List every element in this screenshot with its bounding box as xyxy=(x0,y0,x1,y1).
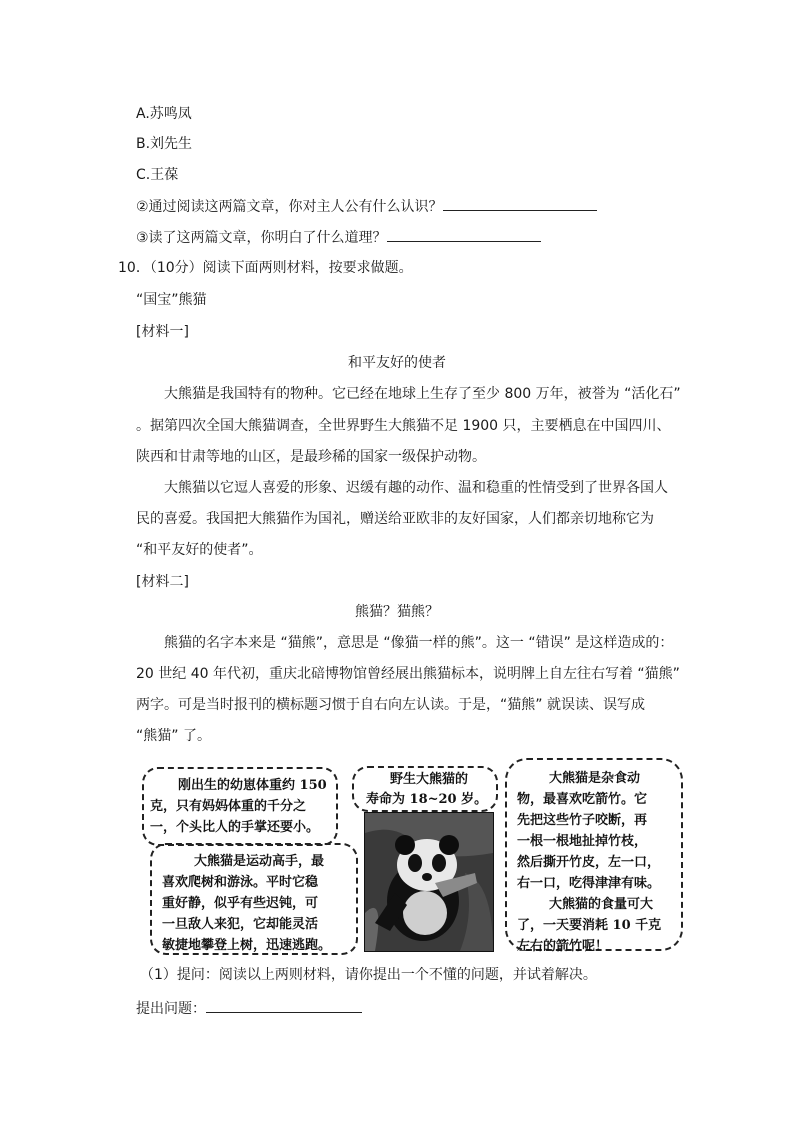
sub-question-1: （1）提问：阅读以上两则材料，请你提出一个不懂的问题，并试着解决。 xyxy=(140,967,597,983)
bubble-newborn xyxy=(142,767,338,846)
bubble-text: 敏捷地攀登上树，迅速逃跑。 xyxy=(162,938,332,953)
question-10: 10．（10分）阅读下面两则材料，按要求做题。 xyxy=(118,260,413,276)
bubble-text: 然后撕开竹皮，左一口， xyxy=(517,855,661,870)
material-1-text: 大熊猫以它逗人喜爱的形象、迟缓有趣的动作、温和稳重的性情受到了世界各国人 xyxy=(164,480,668,496)
bubble-text: 寿命为 18~20 岁。 xyxy=(366,792,488,807)
bubble-text: 一旦敌人来犯，它却能灵活 xyxy=(162,917,319,932)
material-2-text: 熊猫的名字本来是 “猫熊”，意思是 “像猫一样的熊”。这一 “错误” 是这样造成的： xyxy=(164,635,674,651)
option-c: C.王葆 xyxy=(136,167,179,183)
panda-image xyxy=(365,813,493,951)
bubble-lifespan xyxy=(352,766,498,812)
ask-question-blank[interactable] xyxy=(206,998,362,1013)
question-2-text: ②通过阅读这两篇文章，你对主人公有什么认识？ xyxy=(136,199,443,215)
option-b: B.刘先生 xyxy=(136,136,193,152)
bubble-text: 先把这些竹子咬断，再 xyxy=(517,813,648,828)
answer-blank-2[interactable] xyxy=(443,196,597,211)
material-2-text: “熊猫” 了。 xyxy=(136,728,211,744)
bubble-text: 喜欢爬树和游泳。平时它稳 xyxy=(162,875,319,890)
material-1-text: 大熊猫是我国特有的物种。它已经在地球上生存了至少 800 万年，被誉为 “活化石” xyxy=(164,386,681,402)
material-1-title: 和平友好的使者 xyxy=(348,355,446,371)
topic-title: “国宝”熊猫 xyxy=(136,292,207,308)
material-2-title: 熊猫？猫熊？ xyxy=(355,604,439,620)
bubble-text: 刚出生的幼崽体重约 150 xyxy=(178,778,327,793)
question-3-text: ③读了这两篇文章，你明白了什么道理？ xyxy=(136,230,387,246)
bubble-text: 右一口，吃得津津有味。 xyxy=(517,876,661,891)
panda-photo xyxy=(364,812,494,952)
bubble-text: 物，最喜欢吃箭竹。它 xyxy=(517,792,648,807)
bubble-text: 大熊猫是杂食动 xyxy=(549,771,641,786)
material-2-label: [材料二] xyxy=(136,574,189,590)
bubble-sports xyxy=(150,843,358,955)
bubble-diet xyxy=(505,758,683,954)
material-2-text: 两字。可是当时报刊的横标题习惯于自右向左认读。于是，“猫熊” 就误读、误写成 xyxy=(136,697,645,713)
ask-question-label: 提出问题： xyxy=(136,1001,206,1017)
bubble-text: 大熊猫是运动高手，最 xyxy=(194,854,325,869)
bubble-text: 大熊猫的食量可大 xyxy=(549,897,654,912)
bubble-text: 一，个头比人的手掌还要小。 xyxy=(150,820,320,835)
bubble-text: 重好静，似乎有些迟钝，可 xyxy=(162,896,319,911)
bubble-text: 野生大熊猫的 xyxy=(390,772,469,787)
material-1-text: 陕西和甘肃等地的山区，是最珍稀的国家一级保护动物。 xyxy=(136,449,486,465)
material-1-text: 。据第四次全国大熊猫调查，全世界野生大熊猫不足 1900 只，主要栖息在中国四川、 xyxy=(136,418,671,434)
question-2 xyxy=(136,196,597,217)
material-1-label: [材料一] xyxy=(136,324,189,340)
answer-blank-3[interactable] xyxy=(387,227,541,242)
material-1-text: 民的喜爱。我国把大熊猫作为国礼，赠送给亚欧非的友好国家，人们都亲切地称它为 xyxy=(136,511,654,527)
option-a: A.苏鸣凤 xyxy=(136,106,192,122)
material-2-text: 20 世纪 40 年代初，重庆北碚博物馆曾经展出熊猫标本，说明牌上自左往右写着 “猫熊” xyxy=(136,666,680,682)
bubble-text: 左右的箭竹呢！ xyxy=(517,939,609,954)
bubble-text: 了，一天要消耗 10 千克 xyxy=(517,918,662,933)
material-1-text: “和平友好的使者”。 xyxy=(136,542,263,558)
question-3 xyxy=(136,227,541,248)
bubble-text: 一根一根地扯掉竹枝， xyxy=(517,834,648,849)
bubble-text: 克，只有妈妈体重的千分之 xyxy=(150,799,307,814)
ask-question-row xyxy=(136,998,362,1019)
